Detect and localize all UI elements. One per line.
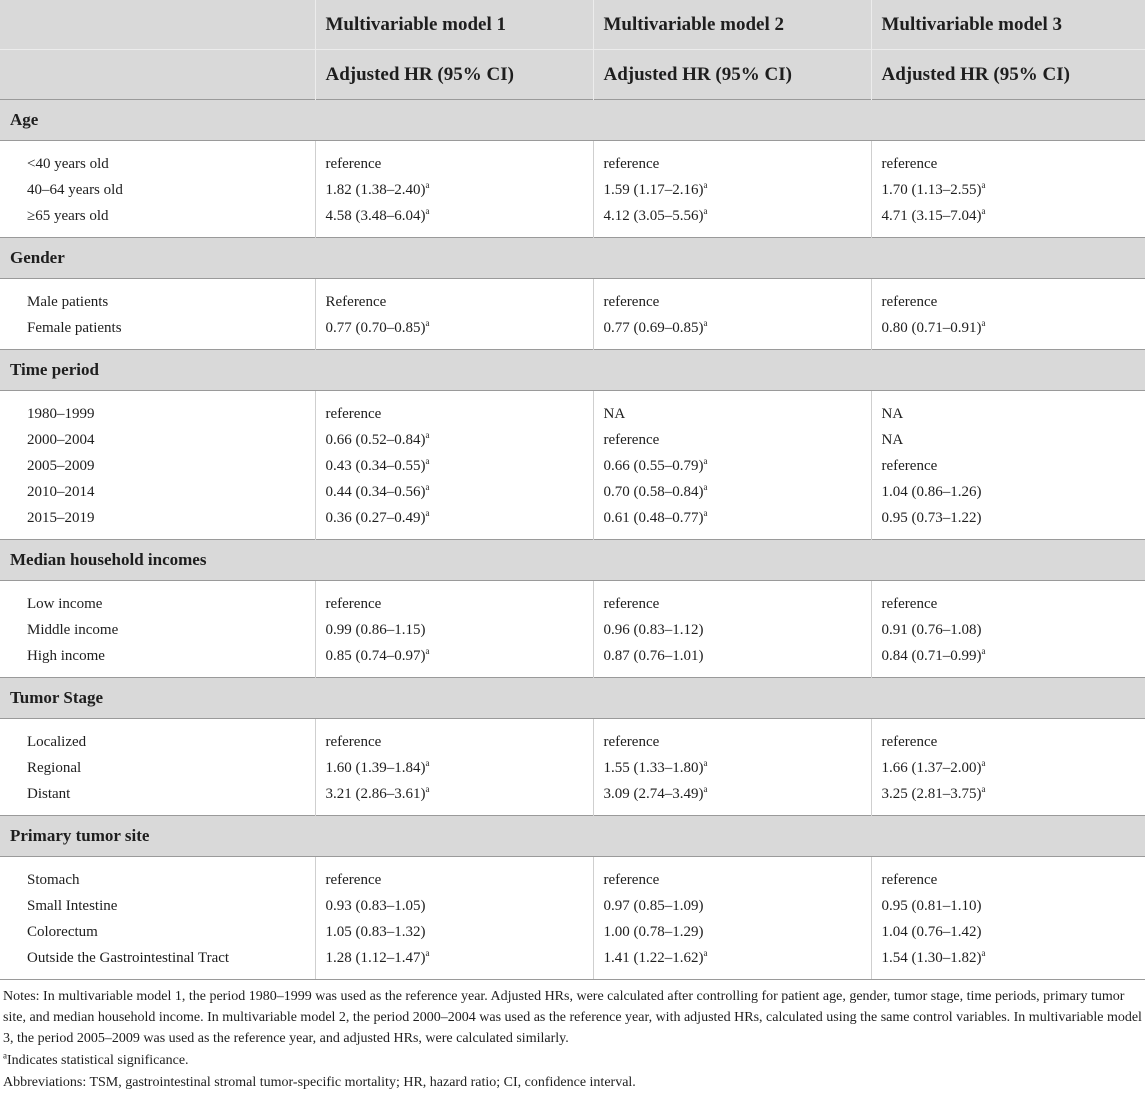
- hr-value: 4.71 (3.15–7.04): [881, 207, 982, 224]
- hr-value: 3.21 (2.86–3.61): [325, 785, 426, 802]
- hr-value: 1.04 (0.86–1.26): [881, 483, 982, 500]
- hr-value: 0.77 (0.69–0.85): [603, 319, 704, 336]
- row-label: Regional: [27, 759, 82, 776]
- significance-text: Indicates statistical significance.: [7, 1053, 189, 1068]
- hr-value: 0.93 (0.83–1.05): [325, 897, 426, 914]
- model-2-value-cell: [593, 643, 871, 678]
- model-1-value-cell: [315, 643, 593, 678]
- row-label: Outside the Gastrointestinal Tract: [27, 949, 230, 966]
- row-label: 1980–1999: [27, 405, 95, 422]
- table-row: [0, 755, 1145, 781]
- table-row: [0, 781, 1145, 816]
- model-3-value-cell: [871, 453, 1145, 479]
- model-2-value-cell: [593, 617, 871, 643]
- model-3-value-cell: [871, 781, 1145, 816]
- model-2-value-cell: [593, 581, 871, 618]
- hr-value: 0.66 (0.55–0.79): [603, 457, 704, 474]
- significance-mark: a: [425, 757, 430, 768]
- row-label: 2010–2014: [27, 483, 95, 500]
- hr-value: 4.58 (3.48–6.04): [325, 207, 426, 224]
- table-row: [0, 203, 1145, 238]
- model-1-value-cell: [315, 755, 593, 781]
- model-3-value-cell: [871, 315, 1145, 350]
- row-label: High income: [27, 647, 105, 664]
- model-1-value-cell: [315, 427, 593, 453]
- section-title: Primary tumor site: [0, 816, 1145, 857]
- header-metric-1: Adjusted HR (95% CI): [315, 50, 593, 100]
- significance-mark: a: [703, 455, 708, 466]
- section-title: Tumor Stage: [0, 678, 1145, 719]
- table-row: [0, 427, 1145, 453]
- model-2-value-cell: [593, 719, 871, 756]
- table-row: [0, 315, 1145, 350]
- model-3-value-cell: [871, 279, 1145, 316]
- hr-value: reference: [603, 871, 660, 888]
- model-2-value-cell: [593, 893, 871, 919]
- row-label: Small Intestine: [27, 897, 118, 914]
- significance-mark: a: [981, 179, 986, 190]
- hr-value: 0.85 (0.74–0.97): [325, 647, 426, 664]
- row-label: Localized: [27, 733, 87, 750]
- model-1-value-cell: [315, 453, 593, 479]
- model-3-value-cell: [871, 581, 1145, 618]
- hr-value: 1.70 (1.13–2.55): [881, 181, 982, 198]
- row-label: ≥65 years old: [27, 207, 109, 224]
- significance-mark: a: [703, 481, 708, 492]
- model-1-value-cell: [315, 945, 593, 979]
- hr-value: 0.99 (0.86–1.15): [325, 621, 426, 638]
- model-2-value-cell: [593, 453, 871, 479]
- hr-value: 0.36 (0.27–0.49): [325, 509, 426, 526]
- row-label: Middle income: [27, 621, 119, 638]
- hr-value: 0.91 (0.76–1.08): [881, 621, 982, 638]
- model-3-value-cell: [871, 617, 1145, 643]
- hr-value: 0.43 (0.34–0.55): [325, 457, 426, 474]
- hr-value: Reference: [325, 293, 387, 310]
- table-row: [0, 479, 1145, 505]
- header-row-models: [0, 0, 1145, 50]
- model-1-value-cell: [315, 177, 593, 203]
- model-1-value-cell: [315, 617, 593, 643]
- hr-value: reference: [881, 155, 938, 172]
- model-1-value-cell: [315, 203, 593, 238]
- table-notes: [0, 979, 1145, 1093]
- significance-mark: a: [703, 507, 708, 518]
- hr-value: 1.05 (0.83–1.32): [325, 923, 426, 940]
- significance-mark: a: [425, 947, 430, 958]
- model-3-value-cell: [871, 391, 1145, 428]
- table-row: [0, 505, 1145, 540]
- hr-value: 1.82 (1.38–2.40): [325, 181, 426, 198]
- table-row: [0, 857, 1145, 894]
- model-2-value-cell: [593, 781, 871, 816]
- model-1-value-cell: [315, 719, 593, 756]
- hr-value: 1.60 (1.39–1.84): [325, 759, 426, 776]
- row-label: Low income: [27, 595, 103, 612]
- significance-mark: a: [981, 205, 986, 216]
- model-2-value-cell: [593, 141, 871, 178]
- hr-value: 1.04 (0.76–1.42): [881, 923, 982, 940]
- model-2-value-cell: [593, 479, 871, 505]
- model-1-value-cell: [315, 315, 593, 350]
- model-2-value-cell: [593, 315, 871, 350]
- model-2-value-cell: [593, 177, 871, 203]
- significance-mark: a: [703, 205, 708, 216]
- hr-value: 1.00 (0.78–1.29): [603, 923, 704, 940]
- significance-mark: a: [3, 1050, 7, 1061]
- model-3-value-cell: [871, 893, 1145, 919]
- model-2-value-cell: [593, 505, 871, 540]
- significance-mark: a: [703, 179, 708, 190]
- model-3-value-cell: [871, 643, 1145, 678]
- model-2-value-cell: [593, 919, 871, 945]
- significance-mark: a: [703, 317, 708, 328]
- significance-mark: a: [703, 757, 708, 768]
- model-3-value-cell: [871, 479, 1145, 505]
- model-2-value-cell: [593, 755, 871, 781]
- model-3-value-cell: [871, 141, 1145, 178]
- row-label: 2005–2009: [27, 457, 95, 474]
- table-row: [0, 919, 1145, 945]
- model-2-value-cell: [593, 279, 871, 316]
- hr-value: reference: [881, 293, 938, 310]
- hr-value: 0.96 (0.83–1.12): [603, 621, 704, 638]
- model-1-value-cell: [315, 279, 593, 316]
- significance-mark: a: [425, 317, 430, 328]
- row-label: 40–64 years old: [27, 181, 123, 198]
- hr-value: 0.95 (0.81–1.10): [881, 897, 982, 914]
- header-metric-3: Adjusted HR (95% CI): [871, 50, 1145, 100]
- table-row: [0, 719, 1145, 756]
- hr-value: reference: [603, 595, 660, 612]
- hr-value: 4.12 (3.05–5.56): [603, 207, 704, 224]
- model-2-value-cell: [593, 945, 871, 979]
- table-row: [0, 643, 1145, 678]
- hr-value: 1.54 (1.30–1.82): [881, 949, 982, 966]
- header-empty-cell: [0, 50, 315, 100]
- hr-value: reference: [881, 595, 938, 612]
- header-metric-2: Adjusted HR (95% CI): [593, 50, 871, 100]
- significance-mark: a: [703, 783, 708, 794]
- header-model-3: Multivariable model 3: [871, 0, 1145, 50]
- hr-value: NA: [881, 405, 904, 422]
- header-model-2: Multivariable model 2: [593, 0, 871, 50]
- significance-mark: a: [425, 507, 430, 518]
- model-3-value-cell: [871, 177, 1145, 203]
- model-2-value-cell: [593, 427, 871, 453]
- hr-value: 0.95 (0.73–1.22): [881, 509, 982, 526]
- hr-value: reference: [603, 293, 660, 310]
- significance-mark: a: [425, 179, 430, 190]
- model-2-value-cell: [593, 857, 871, 894]
- model-3-value-cell: [871, 857, 1145, 894]
- hr-value: reference: [325, 871, 382, 888]
- model-1-value-cell: [315, 919, 593, 945]
- model-3-value-cell: [871, 945, 1145, 979]
- significance-mark: a: [425, 429, 430, 440]
- hr-value: NA: [881, 431, 904, 448]
- significance-mark: a: [425, 455, 430, 466]
- table-row: [0, 617, 1145, 643]
- model-2-value-cell: [593, 203, 871, 238]
- hr-value: reference: [881, 733, 938, 750]
- hr-value: 3.25 (2.81–3.75): [881, 785, 982, 802]
- significance-mark: a: [425, 783, 430, 794]
- hr-value: reference: [603, 733, 660, 750]
- significance-mark: a: [981, 317, 986, 328]
- table-row: [0, 141, 1145, 178]
- hr-value: 3.09 (2.74–3.49): [603, 785, 704, 802]
- hr-value: reference: [881, 457, 938, 474]
- model-1-value-cell: [315, 781, 593, 816]
- section-title: Age: [0, 100, 1145, 141]
- row-label: Stomach: [27, 871, 80, 888]
- model-2-value-cell: [593, 391, 871, 428]
- hr-value: 1.28 (1.12–1.47): [325, 949, 426, 966]
- hr-value: 1.59 (1.17–2.16): [603, 181, 704, 198]
- hr-value: 1.66 (1.37–2.00): [881, 759, 982, 776]
- model-1-value-cell: [315, 893, 593, 919]
- section-title: Median household incomes: [0, 540, 1145, 581]
- table-row: [0, 279, 1145, 316]
- hr-value: reference: [325, 733, 382, 750]
- hr-value: 1.41 (1.22–1.62): [603, 949, 704, 966]
- hr-value: 0.61 (0.48–0.77): [603, 509, 704, 526]
- hr-value: 0.80 (0.71–0.91): [881, 319, 982, 336]
- model-1-value-cell: [315, 391, 593, 428]
- model-3-value-cell: [871, 755, 1145, 781]
- hr-value: reference: [603, 431, 660, 448]
- significance-mark: a: [425, 205, 430, 216]
- model-3-value-cell: [871, 919, 1145, 945]
- section-title: Gender: [0, 238, 1145, 279]
- significance-mark: a: [425, 645, 430, 656]
- hr-value: 0.84 (0.71–0.99): [881, 647, 982, 664]
- model-1-value-cell: [315, 141, 593, 178]
- row-label: <40 years old: [27, 155, 109, 172]
- table-row: [0, 893, 1145, 919]
- hr-value: 0.77 (0.70–0.85): [325, 319, 426, 336]
- row-label: 2015–2019: [27, 509, 95, 526]
- significance-mark: a: [425, 481, 430, 492]
- model-3-value-cell: [871, 427, 1145, 453]
- header-row-metrics: [0, 50, 1145, 100]
- table-header: [0, 0, 1145, 100]
- significance-mark: a: [703, 947, 708, 958]
- row-label: Colorectum: [27, 923, 98, 940]
- hr-value: reference: [881, 871, 938, 888]
- significance-mark: a: [981, 947, 986, 958]
- section-row: [0, 678, 1145, 719]
- section-row: [0, 350, 1145, 391]
- model-3-value-cell: [871, 505, 1145, 540]
- header-model-1: Multivariable model 1: [315, 0, 593, 50]
- notes-abbreviations: Abbreviations: TSM, gastrointestinal stromal tumor-specific mortality; HR, hazard ratio; CI, confidence interval.: [3, 1075, 636, 1090]
- hr-value: 0.97 (0.85–1.09): [603, 897, 704, 914]
- model-3-value-cell: [871, 719, 1145, 756]
- hr-value: reference: [325, 155, 382, 172]
- table-row: [0, 581, 1145, 618]
- notes-significance: [3, 1050, 1142, 1071]
- table-row: [0, 453, 1145, 479]
- section-row: [0, 816, 1145, 857]
- model-1-value-cell: [315, 581, 593, 618]
- hr-value: 1.55 (1.33–1.80): [603, 759, 704, 776]
- hr-value: 0.44 (0.34–0.56): [325, 483, 426, 500]
- hr-value: NA: [603, 405, 626, 422]
- hr-value: 0.87 (0.76–1.01): [603, 647, 704, 664]
- row-label: 2000–2004: [27, 431, 95, 448]
- hr-value: reference: [325, 595, 382, 612]
- row-label: Distant: [27, 785, 71, 802]
- table-row: [0, 945, 1145, 979]
- row-label: Male patients: [27, 293, 109, 310]
- table-row: [0, 391, 1145, 428]
- section-row: [0, 540, 1145, 581]
- hr-value: reference: [603, 155, 660, 172]
- section-row: [0, 100, 1145, 141]
- hr-value: reference: [325, 405, 382, 422]
- significance-mark: a: [981, 783, 986, 794]
- hr-value: 0.70 (0.58–0.84): [603, 483, 704, 500]
- table-body: [0, 100, 1145, 980]
- section-row: [0, 238, 1145, 279]
- significance-mark: a: [981, 645, 986, 656]
- table-row: [0, 177, 1145, 203]
- notes-main: Notes: In multivariable model 1, the period 1980–1999 was used as the reference year. Adjusted HRs, were calculated after controlling for patient age, gender, tumor stage, time periods, primary tumor site, and median household income. In multivariable model 2, the period 2000–2004 was used as the reference year, with adjusted HRs, calculated using the same control variables. In multivariable model 3, the period 2005–2009 was used as the reference year, and adjusted HRs, were calculated similarly.: [3, 989, 1142, 1046]
- model-1-value-cell: [315, 505, 593, 540]
- header-empty-cell: [0, 0, 315, 50]
- model-1-value-cell: [315, 857, 593, 894]
- model-1-value-cell: [315, 479, 593, 505]
- section-title: Time period: [0, 350, 1145, 391]
- row-label: Female patients: [27, 319, 122, 336]
- model-3-value-cell: [871, 203, 1145, 238]
- significance-mark: a: [981, 757, 986, 768]
- hr-value: 0.66 (0.52–0.84): [325, 431, 426, 448]
